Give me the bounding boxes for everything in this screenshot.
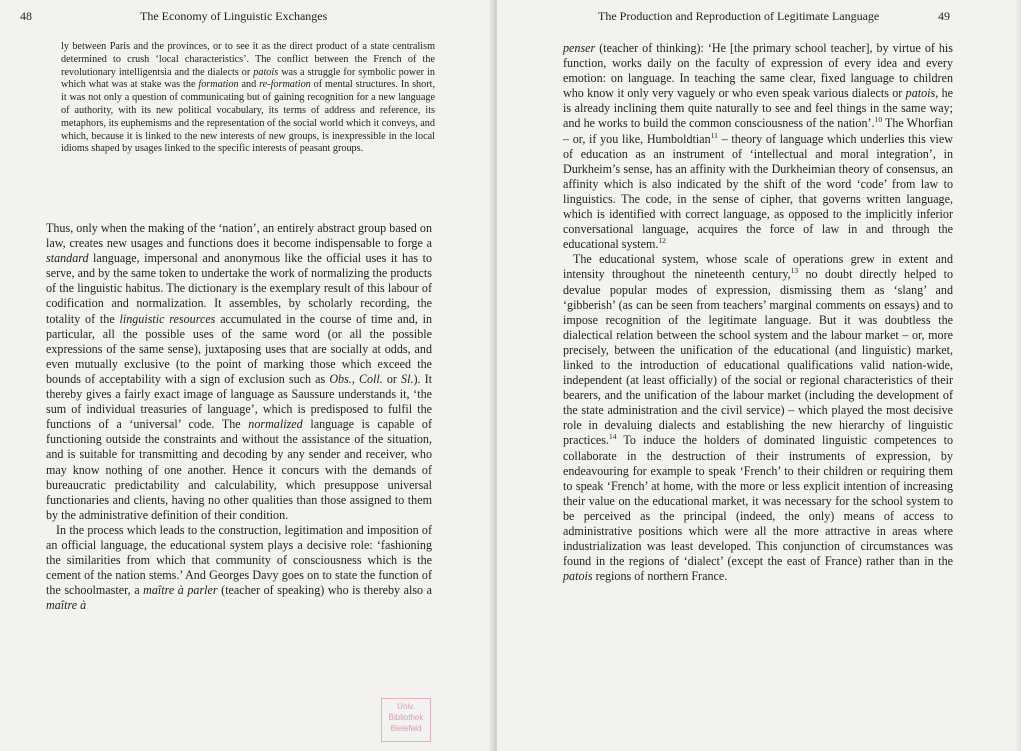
- footnote-ref: 10: [874, 115, 883, 125]
- quote-paragraph: ly between Paris and the provinces, or to see it as the direct product of a state centralism determined to crush ‘local characteristics’. The conflict between the French of the revolutionary intelligentsia and the dialects or patois was a struggle for symbolic power in which what was at stake was the formation and re-formation of mental structures. In short, it was not only a question of communicating but of gaining recognition for a new language of authority, with its new political vocabulary, its terms of address and reference, its metaphors, its euphemisms and the representation of the social world which it conveys, and which, because it is linked to the new interests of new groups, is inexpressible in the local idioms shaped by usages linked to the specific interests of peasant groups.: [61, 41, 435, 155]
- footnote-ref: 12: [658, 236, 666, 246]
- footnote-ref: 11: [710, 130, 718, 140]
- right-page-number: 49: [938, 9, 950, 23]
- right-paragraph-1: penser (teacher of thinking): ‘He [the primary school teacher], by virtue of his function, works daily on the faculty of expression of every idea and every emotion: on language. In teaching the same clear, fixed language to children who know it only very vaguely or who even speak various dialects or patois, he is already inclining them quite naturally to see and feel things in the same way; and he works to build the common consciousness of the nation’.$^{10}$ The Whorfian – or, if you like, Humboldtian$^{11}$ – theory of language which underlies this view of education as an instrument of ‘intellectual and moral integration’, in Durkheim’s sense, has an affinity with the Durkheimian theory of consensus, an affinity which is also indicated by the shift of the word ‘code’ from law to linguistics. The code, in the sense of cipher, that governs written language, which is identified with correct language, as opposed to the implicitly inferior conversational language, acquires the force of law in and through the educational system.$^{12}$: [563, 41, 953, 252]
- right-page: [497, 0, 1021, 751]
- right-body-text: [563, 41, 953, 584]
- footnote-ref: 14: [609, 432, 617, 442]
- left-body-text: [46, 221, 432, 613]
- left-quoted-passage: [61, 41, 435, 156]
- left-page-number: 48: [20, 9, 32, 23]
- page-edge: [1015, 0, 1021, 751]
- library-stamp: Univ. Bibliothek Bielefeld: [381, 698, 431, 742]
- left-paragraph-1: Thus, only when the making of the ‘nation’, an entirely abstract group based on law, creates new usages and functions does it become indispensable to forge a standard language, impersonal and anonymous like the official uses it has to serve, and by the same token to undertake the work of normalizing the products of the linguistic habitus. The dictionary is the exemplary result of this labour of codification and normalization. It assembles, by scholarly recording, the totality of the linguistic resources accumulated in the course of time and, in particular, all the possible uses of the same word (or all the possible expressions of the same sense), juxtaposing uses that are socially at odds, and even mutually exclusive (to the point of marking those which exceed the bounds of acceptability with a sign of exclusion such as Obs., Coll. or Sl.). It thereby gives a fairly exact image of language as Saussure understands it, ‘the sum of individual treasuries of language’, which is predisposed to fulfil the functions of a ‘universal’ code. The normalized language is capable of functioning outside the constraints and without the assistance of the situation, and is suitable for transmitting and decoding by any sender and receiver, who may know nothing of one another. Hence it concurs with the demands of bureaucratic predictability and calculability, which presuppose universal functionaries and clients, having no other qualities than those assigned to them by the administrative definition of their condition.: [46, 221, 433, 522]
- left-paragraph-2: In the process which leads to the construction, legitimation and imposition of an official language, the educational system plays a decisive role: ‘fashioning the similarities from which that community of consciousness which is the cement of the nation stems.’ And Georges Davy goes on to state the function of the schoolmaster, a maître à parler (teacher of speaking) who is thereby also a maître à: [46, 522, 432, 613]
- right-paragraph-2: The educational system, whose scale of operations grew in extent and intensity throughout the nineteenth century,$^{13}$ no doubt directly helped to devalue popular modes of expression, dismissing them as ‘slang’ and ‘gibberish’ (as can be seen from teachers’ marginal comments on essays) and to impose recognition of the legitimate language. But it was doubtless the dialectical relation between the school system and the labour market – or, more precisely, between the unification of the educational (and linguistic) market, linked to the introduction of educational qualifications valid nation-wide, independent (at least officially) of the social or regional characteristics of their bearers, and the unification of the labour market (including the development of the state administration and the civil service) – which played the most decisive role in devaluing dialects and establishing the new hierarchy of linguistic practices.$^{14}$ To induce the holders of dominated linguistic competences to collaborate in the destruction of their instruments of expression, by endeavouring for example to speak ‘French’ to their children or requiring them to speak ‘French’ at home, with the more or less explicit intention of increasing their value on the educational market, it was necessary for the school system to be perceived as the principal (indeed, the only) means of access to administrative positions which were all the more attractive in areas where industrialization was least developed. This conjunction of circumstances was found in the regions of ‘dialect’ (except the east of France) rather than in the patois regions of northern France.: [563, 252, 953, 584]
- footnote-ref: 13: [790, 266, 799, 276]
- right-running-head: The Production and Reproduction of Legitimate Language: [598, 9, 880, 23]
- left-page: [0, 0, 492, 751]
- left-running-head: The Economy of Linguistic Exchanges: [140, 9, 328, 23]
